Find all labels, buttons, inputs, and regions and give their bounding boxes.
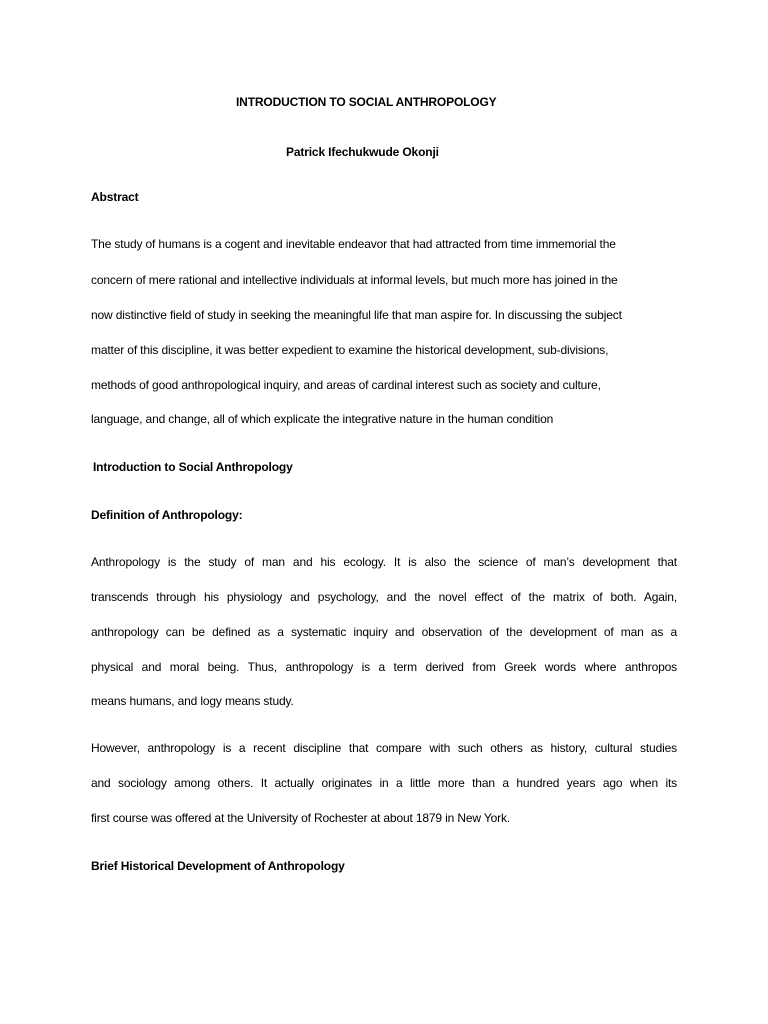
abstract-line: now distinctive field of study in seeking the meaningful life that man aspire for. In discussing the subject [91,308,622,322]
intro-heading: Introduction to Social Anthropology [93,460,293,474]
history-paragraph-line: However, anthropology is a recent discipline that compare with such others as history, cultural studies [91,741,677,755]
abstract-line: methods of good anthropological inquiry, and areas of cardinal interest such as society and culture, [91,378,601,392]
definition-line: physical and moral being. Thus, anthropology is a term derived from Greek words where anthropos [91,660,677,674]
history-heading: Brief Historical Development of Anthropology [91,859,345,873]
abstract-heading: Abstract [91,190,139,204]
history-paragraph-line: and sociology among others. It actually originates in a little more than a hundred years ago when its [91,776,677,790]
definition-line: Anthropology is the study of man and his ecology. It is also the science of man’s development that [91,555,677,569]
abstract-line: The study of humans is a cogent and inevitable endeavor that had attracted from time immemorial the [91,237,616,251]
author-name: Patrick Ifechukwude Okonji [286,145,439,159]
definition-line: means humans, and logy means study. [91,694,294,708]
document-title: INTRODUCTION TO SOCIAL ANTHROPOLOGY [236,95,497,109]
abstract-line: concern of mere rational and intellective individuals at informal levels, but much more has joined in the [91,273,618,287]
history-paragraph-line: first course was offered at the University of Rochester at about 1879 in New York. [91,811,511,825]
definition-line: transcends through his physiology and psychology, and the novel effect of the matrix of both. Again, [91,590,677,604]
abstract-line: language, and change, all of which explicate the integrative nature in the human condition [91,412,554,426]
definition-heading: Definition of Anthropology: [91,508,243,522]
abstract-line: matter of this discipline, it was better expedient to examine the historical development, sub-divisions, [91,343,609,357]
definition-line: anthropology can be defined as a systematic inquiry and observation of the development of man as a [91,625,677,639]
